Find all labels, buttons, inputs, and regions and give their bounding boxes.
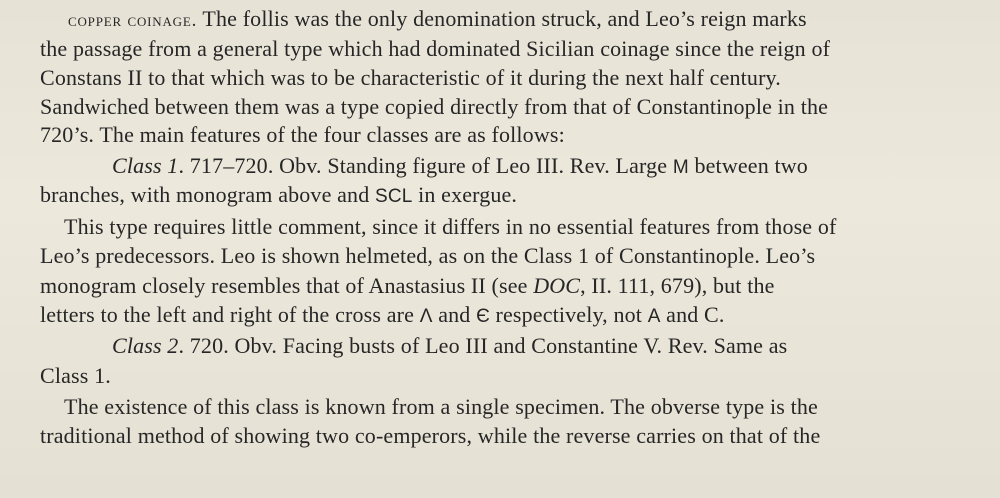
text-line: traditional method of showing two co-emperors, while the reverse carries on that of the <box>40 423 821 448</box>
text-line: Constans II to that which was to be characteristic of it during the next half century. <box>40 65 781 90</box>
text-line: the passage from a general type which had dominated Sicilian coinage since the reign of <box>40 36 831 61</box>
doc-abbreviation: DOC <box>533 273 581 298</box>
exergue-scl: SCL <box>375 186 413 207</box>
text-span: between two <box>688 153 808 178</box>
text-line: This type requires little comment, since it differs in no essential features from those of <box>64 214 837 239</box>
text-span: branches, with monogram above and <box>40 182 376 207</box>
class-label: Class 2 <box>112 333 179 358</box>
text-line: The existence of this class is known from a single specimen. The obverse type is the <box>64 394 818 419</box>
text-span: . 717–720. Obv. Standing figure of Leo III. Rev. Large <box>178 153 673 178</box>
class-label: Class 1 <box>112 153 179 178</box>
section-heading: copper coinage. <box>68 10 198 31</box>
text-line: Class 1. <box>40 363 111 388</box>
text-span: monogram closely resembles that of Anastasius II (see <box>40 273 534 298</box>
letter-m: M <box>672 157 689 178</box>
text-span: , II. 111, 679), but the <box>580 273 775 298</box>
text-span: in exergue. <box>412 182 518 207</box>
text-line: 720’s. The main features of the four classes are as follows: <box>40 122 565 147</box>
text-line <box>112 333 787 359</box>
text-span: and C. <box>660 302 725 327</box>
letter-a: A <box>647 306 661 327</box>
text-span: letters to the left and right of the cross are <box>40 302 420 327</box>
text-span: respectively, not <box>489 302 648 327</box>
text-span: . 720. Obv. Facing busts of Leo III and Constantine V. Rev. Same as <box>178 333 788 358</box>
text-line <box>40 182 517 210</box>
text-line: Leo’s predecessors. Leo is shown helmeted, as on the Class 1 of Constantinople. Leo’s <box>40 243 816 268</box>
text-line: Sandwiched between them was a type copied directly from that of Constantinople in the <box>40 94 829 119</box>
text-span: The follis was the only denomination struck, and Leo’s reign marks <box>202 6 807 31</box>
text-span: and <box>432 302 477 327</box>
text-line <box>68 6 807 34</box>
letter-lambda: Λ <box>419 306 433 327</box>
text-line <box>40 302 725 330</box>
text-line <box>112 153 808 181</box>
letter-epsilon: Є <box>476 306 490 327</box>
text-line <box>40 273 775 299</box>
